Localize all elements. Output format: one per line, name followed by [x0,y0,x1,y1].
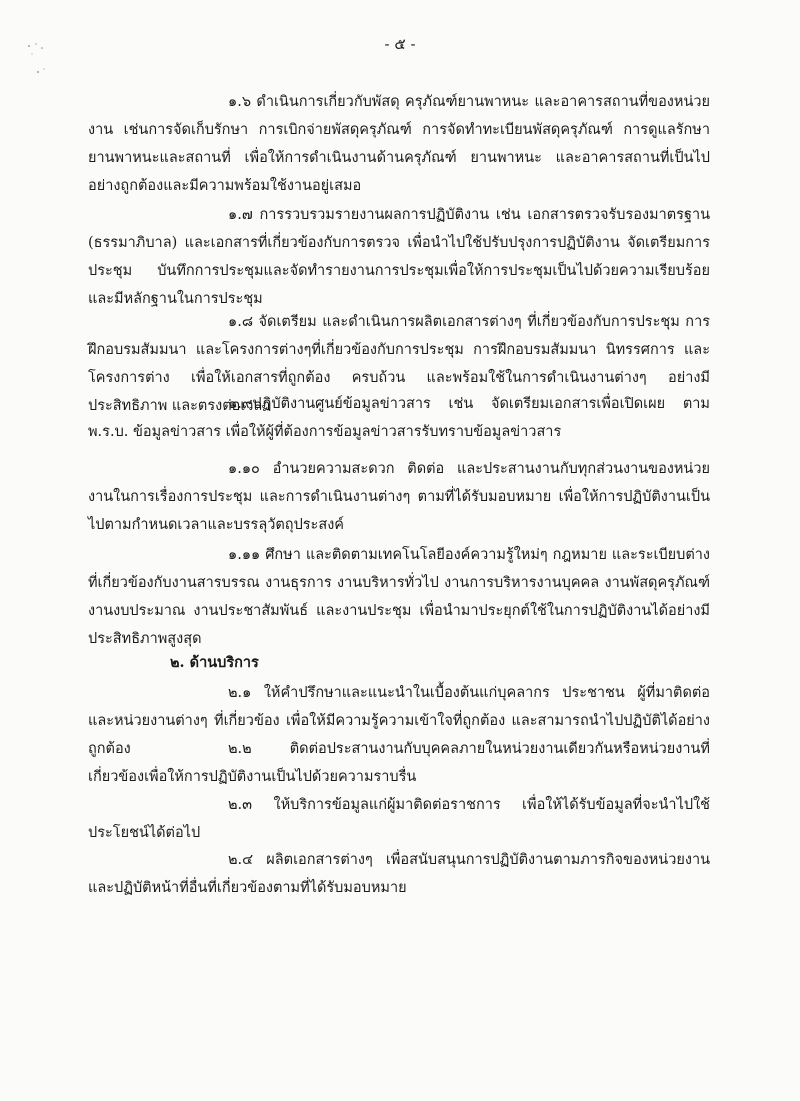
paragraph-2-1: ๒.๑ ให้คำปรึกษาและแนะนำในเบื้องต้นแก่บุคลากร ประชาชน ผู้ที่มาติดต่อ และหน่วยงานต่างๆ ที่เกี่ยวข้อง เพื่อให้มีความรู้ความเข้าใจที่ถูกต้อง และสามารถนำไปปฏิบัติได้อย่างถูกต้อง [88,685,710,757]
section-heading-services: ๒. ด้านบริการ [170,654,259,671]
paragraph-1-11: ๑.๑๑ ศึกษา และติดตามเทคโนโลยีองค์ความรู้ใหม่ๆ กฎหมาย และระเบียบต่างที่เกี่ยวข้องกับงานสารบรรณ งานธุรการ งานบริหารทั่วไป งานการบริหารงานบุคคล งานพัสดุครุภัณฑ์ งานงบประมาณ งานประชาสัมพันธ์ และงานประชุม เพื่อนำมาประยุกต์ใช้ในการปฏิบัติงานได้อย่างมีประสิทธิภาพสูงสุด [88,547,710,647]
paragraph-2-4: ๒.๔ ผลิตเอกสารต่างๆ เพื่อสนับสนุนการปฏิบัติงานตามภารกิจของหน่วยงาน และปฏิบัติหน้าที่อื่นที่เกี่ยวข้องตามที่ได้รับมอบหมาย [88,852,710,896]
paragraph-2-3: ๒.๓ ให้บริการข้อมูลแก่ผู้มาติดต่อราชการ เพื่อให้ได้รับข้อมูลที่จะนำไปใช้ประโยชน์ได้ต่อไป [88,797,710,841]
paragraph-1-7: ๑.๗ การรวบรวมรายงานผลการปฏิบัติงาน เช่น เอกสารตรวจรับรองมาตรฐาน (ธรรมาภิบาล) และเอกสารที่เกี่ยวข้องกับการตรวจ เพื่อนำไปใช้ปรับปรุงการปฏิบัติงาน จัดเตรียมการประชุม บันทึกการประชุมและจัดทำรายงานการประชุมเพื่อให้การประชุมเป็นไปด้วยความเรียบร้อย และมีหลักฐานในการประชุม [88,207,710,307]
paragraph-1-8: ๑.๘ จัดเตรียม และดำเนินการผลิตเอกสารต่างๆ ที่เกี่ยวข้องกับการประชุม การฝึกอบรมสัมมนา และโครงการต่างๆที่เกี่ยวข้องกับการประชุม การฝึกอบรมสัมมนา นิทรรศการ และโครงการต่าง เพื่อให้เอกสารที่ถูกต้อง ครบถ้วน และพร้อมใช้ในการดำเนินงานต่างๆ อย่างมีประสิทธิภาพ และตรงต่อเวลา [88,314,710,414]
paragraph-2-2: ๒.๒ ติดต่อประสานงานกับบุคคลภายในหน่วยงานเดียวกันหรือหน่วยงานที่เกี่ยวข้องเพื่อให้การปฏิบัติงานเป็นไปด้วยความราบรื่น [88,741,710,785]
paragraph-1-6: ๑.๖ ดำเนินการเกี่ยวกับพัสดุ ครุภัณฑ์ยานพาหนะ และอาคารสถานที่ของหน่วยงาน เช่นการจัดเก็บรักษา การเบิกจ่ายพัสดุครุภัณฑ์ การจัดทำทะเบียนพัสดุครุภัณฑ์ การดูแลรักษายานพาหนะและสถานที่ เพื่อให้การดำเนินงานด้านครุภัณฑ์ ยานพาหนะ และอาคารสถานที่เป็นไปอย่างถูกต้องและมีความพร้อมใช้งานอยู่เสมอ [88,94,710,194]
page-number: - ๕ - [384,35,416,53]
paragraph-1-10: ๑.๑๐ อำนวยความสะดวก ติดต่อ และประสานงานกับทุกส่วนงานของหน่วยงานในการเรื่องการประชุม และการดำเนินงานต่างๆ ตามที่ได้รับมอบหมาย เพื่อให้การปฏิบัติงานเป็นไปตามกำหนดเวลาและบรรลุวัตถุประสงค์ [88,461,710,533]
paragraph-1-9: ๑.๙ปฏิบัติงานศูนย์ข้อมูลข่าวสาร เช่น จัดเตรียมเอกสารเพื่อเปิดเผย ตาม พ.ร.บ. ข้อมูลข่าวสาร เพื่อให้ผู้ที่ต้องการข้อมูลข่าวสารรับทราบข้อมูลข่าวสาร [88,396,710,440]
